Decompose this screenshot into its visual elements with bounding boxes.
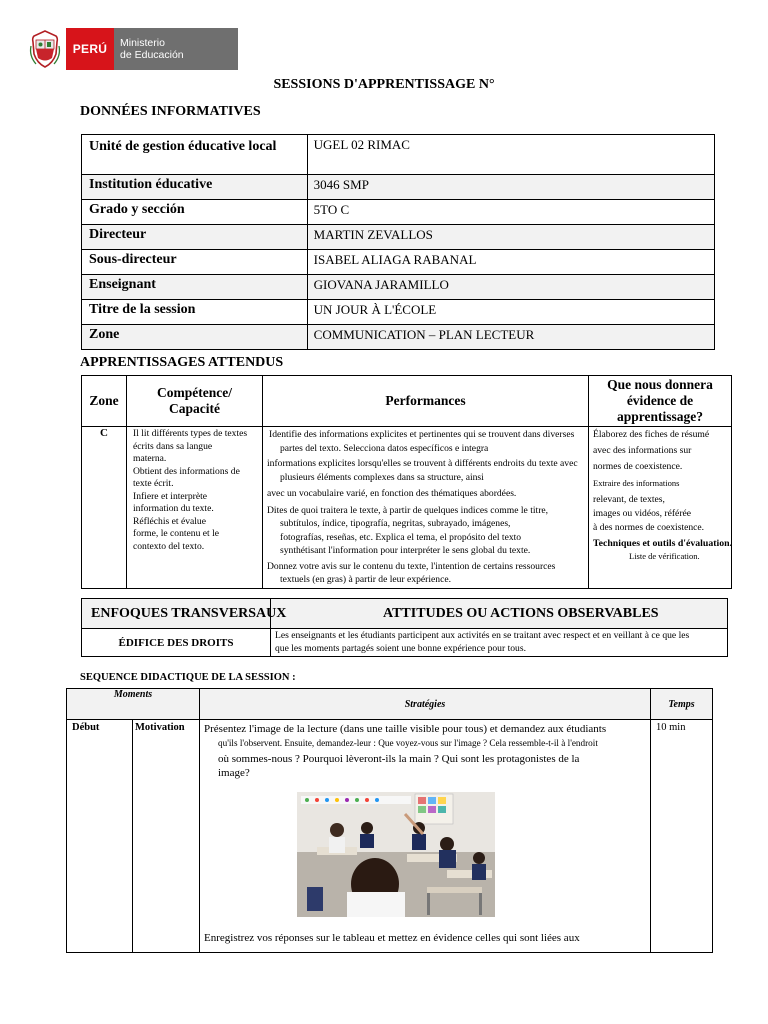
performance-line: informations explicites lorsqu'elles se trouvent à différents endroits du texte avec	[267, 458, 578, 469]
info-value: UN JOUR À L'ÉCOLE	[307, 300, 714, 325]
strategy-line: qu'ils l'observent. Ensuite, demandez-leur : Que voyez-vous sur l'image ? Cela ressemble-t-il à l'endroit	[218, 738, 598, 748]
competence-line: écrits dans sa langue	[133, 440, 213, 452]
strategy-line: où sommes-nous ? Pourquoi lèveront-ils la main ? Qui sont les protagonistes de la	[218, 753, 580, 765]
competence-line: Il lit différents types de textes	[133, 428, 248, 439]
info-value: GIOVANA JARAMILLO	[307, 275, 714, 300]
strategy-line: image?	[218, 767, 250, 779]
sequence-header-row	[67, 689, 713, 720]
competence-line: Infiere et interprète	[133, 490, 208, 502]
strategy-cell	[200, 720, 651, 953]
competence-line: information du texte.	[133, 503, 214, 514]
evidence-header-line-1: Que nous donnera	[607, 377, 713, 392]
ministry-line-2: de Educación	[120, 49, 184, 61]
evidence-line: Élaborez des fiches de résumé	[593, 429, 710, 440]
performance-line: partes del texto. Selecciona datos específicos e integra	[280, 442, 489, 454]
transversal-approach: ÉDIFICE DES DROITS	[82, 629, 271, 657]
evidence-line: normes de coexistence.	[593, 461, 683, 472]
info-key: Titre de la session	[82, 300, 308, 325]
competence-line: Obtient des informations de	[133, 465, 240, 477]
zone-header: Zone	[82, 376, 127, 427]
evidence-line: Extraire des informations	[593, 478, 680, 488]
performances-header: Performances	[263, 376, 589, 427]
competence-header-line-1: Compétence/	[157, 385, 232, 400]
evidence-header-line-2: évidence de	[626, 393, 694, 408]
learning-table	[81, 375, 732, 589]
moment-cell: Début	[67, 720, 133, 953]
performance-line: Dites de quoi traitera le texte, à partir de quelques indices comme le titre,	[267, 504, 549, 516]
phase-cell: Motivation	[133, 720, 200, 953]
learning-header-row	[82, 376, 732, 427]
performance-line: synthétisant l'information pour interpréter le sens global du texte.	[280, 545, 531, 556]
learning-heading: APPRENTISSAGES ATTENDUS	[80, 355, 284, 370]
info-row	[82, 200, 715, 225]
competence-line: forme, le contenu et le	[133, 528, 220, 539]
strategy-line: Présentez l'image de la lecture (dans une taille visible pour tous) et demandez aux étudiants	[204, 723, 607, 735]
classroom-photo	[297, 792, 495, 917]
page-title: SESSIONS D'APPRENTISSAGE N°	[273, 77, 495, 92]
info-row	[82, 300, 715, 325]
competence-header	[127, 376, 263, 427]
evidence-line: à des normes de coexistence.	[593, 522, 705, 533]
info-value: COMMUNICATION – PLAN LECTEUR	[307, 325, 714, 350]
info-key: Zone	[82, 325, 308, 350]
info-row	[82, 175, 715, 200]
ministry-line-1: Ministerio	[120, 37, 165, 49]
country-label: PERÚ	[66, 28, 114, 70]
sequence-table	[66, 688, 713, 953]
info-value: UGEL 02 RIMAC	[307, 135, 714, 175]
performance-line: avec un vocabulaire varié, en fonction des thématiques abordées.	[267, 488, 517, 499]
ministry-label	[114, 28, 238, 70]
evidence-line: avec des informations sur	[593, 445, 692, 456]
time-cell: 10 min	[651, 720, 713, 953]
competence-line: contexto del texto.	[133, 540, 205, 552]
performance-line: subtítulos, índice, tipografía, negritas, subrayado, imágenes,	[280, 518, 511, 529]
transversal-header-right: ATTITUDES OU ACTIONS OBSERVABLES	[271, 599, 728, 629]
performance-line: textuels (en gras) à partir de leur expérience.	[280, 574, 452, 585]
info-row	[82, 250, 715, 275]
info-key: Grado y sección	[82, 200, 308, 225]
info-key: Sous-directeur	[82, 250, 308, 275]
competence-line: Réfléchis et évalue	[133, 515, 206, 527]
info-key: Unité de gestion éducative local	[82, 135, 308, 175]
info-row	[82, 275, 715, 300]
performances-cell	[263, 427, 589, 589]
transversal-row	[82, 629, 728, 657]
time-header: Temps	[651, 689, 713, 720]
techniques-label: Techniques et outils d'évaluation.	[593, 538, 732, 549]
performance-line: plusieurs éléments complexes dans sa structure, ainsi	[280, 471, 484, 483]
info-key: Enseignant	[82, 275, 308, 300]
transversal-attitude-cell	[271, 629, 728, 657]
evidence-line: images ou vidéos, référée	[593, 508, 692, 519]
info-value: 5TO C	[307, 200, 714, 225]
performance-line: Donnez votre avis sur le contenu du texte, l'intention de certains ressources	[267, 560, 556, 572]
evidence-header	[589, 376, 732, 427]
moments-header: Moments	[67, 689, 200, 720]
ministry-logo	[28, 28, 238, 70]
competence-cell	[127, 427, 263, 589]
info-value: MARTIN ZEVALLOS	[307, 225, 714, 250]
info-row	[82, 325, 715, 350]
performance-line: fotografías, reseñas, etc. Explica el tema, el propósito del texto	[280, 531, 522, 543]
info-value: 3046 SMP	[307, 175, 714, 200]
informative-heading: DONNÉES INFORMATIVES	[80, 104, 261, 119]
transversal-header-row	[82, 599, 728, 629]
performance-line: Identifie des informations explicites et pertinentes qui se trouvent dans diverses	[269, 429, 575, 440]
info-key: Institution éducative	[82, 175, 308, 200]
transversal-table	[81, 598, 728, 657]
classroom-photo-illustration	[297, 792, 495, 917]
sequence-heading: SEQUENCE DIDACTIQUE DE LA SESSION :	[80, 672, 296, 683]
zone-value: C	[82, 427, 127, 589]
evidence-cell	[589, 427, 732, 589]
sequence-row	[67, 720, 713, 953]
techniques-value: Liste de vérification.	[629, 551, 700, 561]
competence-header-line-2: Capacité	[169, 401, 220, 416]
national-seal-icon	[28, 28, 62, 70]
evidence-line: relevant, de textes,	[593, 494, 665, 505]
info-key: Directeur	[82, 225, 308, 250]
info-value: ISABEL ALIAGA RABANAL	[307, 250, 714, 275]
info-row	[82, 135, 715, 175]
strategies-header: Stratégies	[200, 689, 651, 720]
transversal-attitude-line: que les moments partagés soient une bonne expérience pour tous.	[275, 642, 526, 654]
strategy-line: Enregistrez vos réponses sur le tableau et mettez en évidence celles qui sont liées aux	[204, 932, 580, 944]
transversal-attitude-line: Les enseignants et les étudiants participent aux activités en se traitant avec respect et en veillant à ce que les	[275, 630, 690, 641]
competence-line: texte écrit.	[133, 478, 174, 489]
transversal-header-left: ENFOQUES TRANSVERSAUX	[82, 599, 271, 629]
info-row	[82, 225, 715, 250]
competence-line: materna.	[133, 453, 167, 464]
evidence-header-line-3: apprentissage?	[616, 409, 703, 424]
informative-table	[81, 134, 715, 350]
learning-row	[82, 427, 732, 589]
